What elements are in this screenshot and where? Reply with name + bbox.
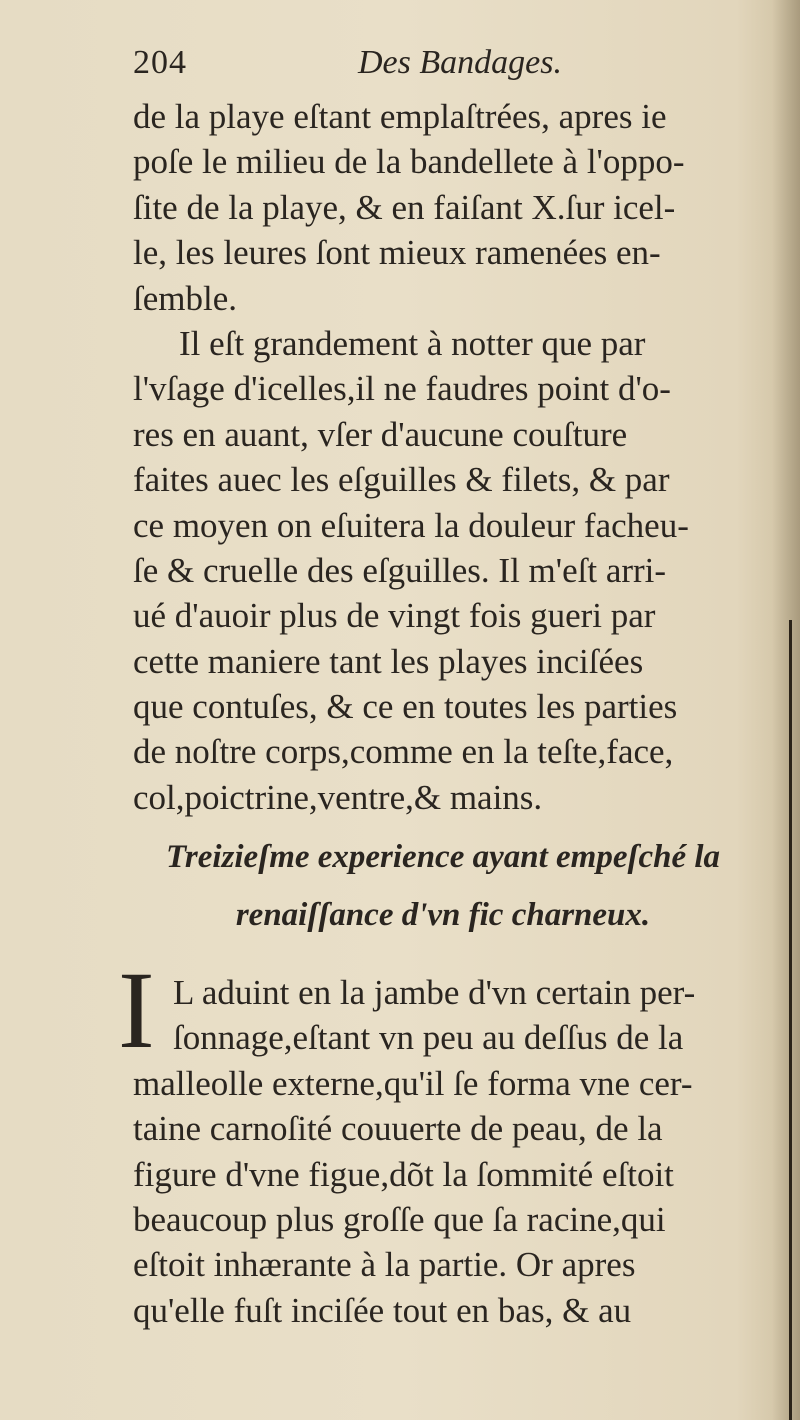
text-line: Il eſt grandement à notter que par — [179, 323, 646, 363]
text-line: ſonnage,eſtant vn peu au deſſus de la — [173, 1018, 684, 1058]
heading-line: renaiſſance d'vn fic charneux. — [235, 897, 651, 933]
text-line: malleolle externe,qu'il ſe forma vne cer- — [133, 1063, 693, 1103]
text-line: de la playe eſtant emplaſtrées, apres ie — [133, 97, 667, 136]
body-text-upper — [133, 94, 765, 820]
text-line: cette maniere tant les playes inciſées — [133, 641, 644, 681]
text-line: que contuſes, & ce en toutes les parties — [133, 687, 678, 727]
text-line: taine carnoſité couuerte de peau, de la — [133, 1109, 663, 1149]
text-line: de noſtre corps,comme en la teſte,face, — [133, 732, 674, 772]
page-edge-line — [789, 620, 792, 1420]
text-line: ce moyen on eſuitera la douleur facheu- — [133, 505, 689, 545]
text-line: qu'elle fuſt inciſée tout en bas, & au — [133, 1290, 632, 1330]
text-line: col,poictrine,ventre,& mains. — [133, 777, 543, 817]
page-number: 204 — [133, 44, 187, 81]
text-line: figure d'vne figue,dõt la ſommité eſtoit — [133, 1154, 674, 1194]
text-line: le, les leures ſont mieux ramenées en- — [133, 233, 661, 273]
text-line: beaucoup plus groſſe que ſa racine,qui — [133, 1199, 666, 1239]
text-line: res en auant, vſer d'aucune couſture — [133, 414, 628, 454]
text-line: L aduint en la jambe d'vn certain per- — [173, 973, 696, 1012]
text-line: ſe & cruelle des eſguilles. Il m'eſt arri- — [133, 550, 667, 590]
heading-line: Treizieſme experience ayant empeſché la — [165, 839, 721, 875]
text-line: ſite de la playe, & en faiſant X.ſur icel- — [133, 187, 676, 227]
text-line: eſtoit inhærante à la partie. Or apres — [133, 1245, 636, 1285]
drop-cap: I — [118, 949, 155, 1071]
text-line: ué d'auoir plus de vingt fois gueri par — [133, 596, 656, 636]
page-header — [133, 44, 693, 90]
page-edge-shadow — [772, 0, 800, 1420]
section-heading — [118, 828, 768, 944]
running-title: Des Bandages. — [358, 44, 562, 81]
text-line: faites auec les eſguilles & filets, & par — [133, 460, 670, 500]
text-line: ſemble. — [133, 278, 237, 318]
body-text-lower — [133, 970, 765, 1333]
text-line: l'vſage d'icelles,il ne faudres point d'o- — [133, 369, 671, 409]
text-line: poſe le milieu de la bandellete à l'oppo- — [133, 142, 685, 182]
